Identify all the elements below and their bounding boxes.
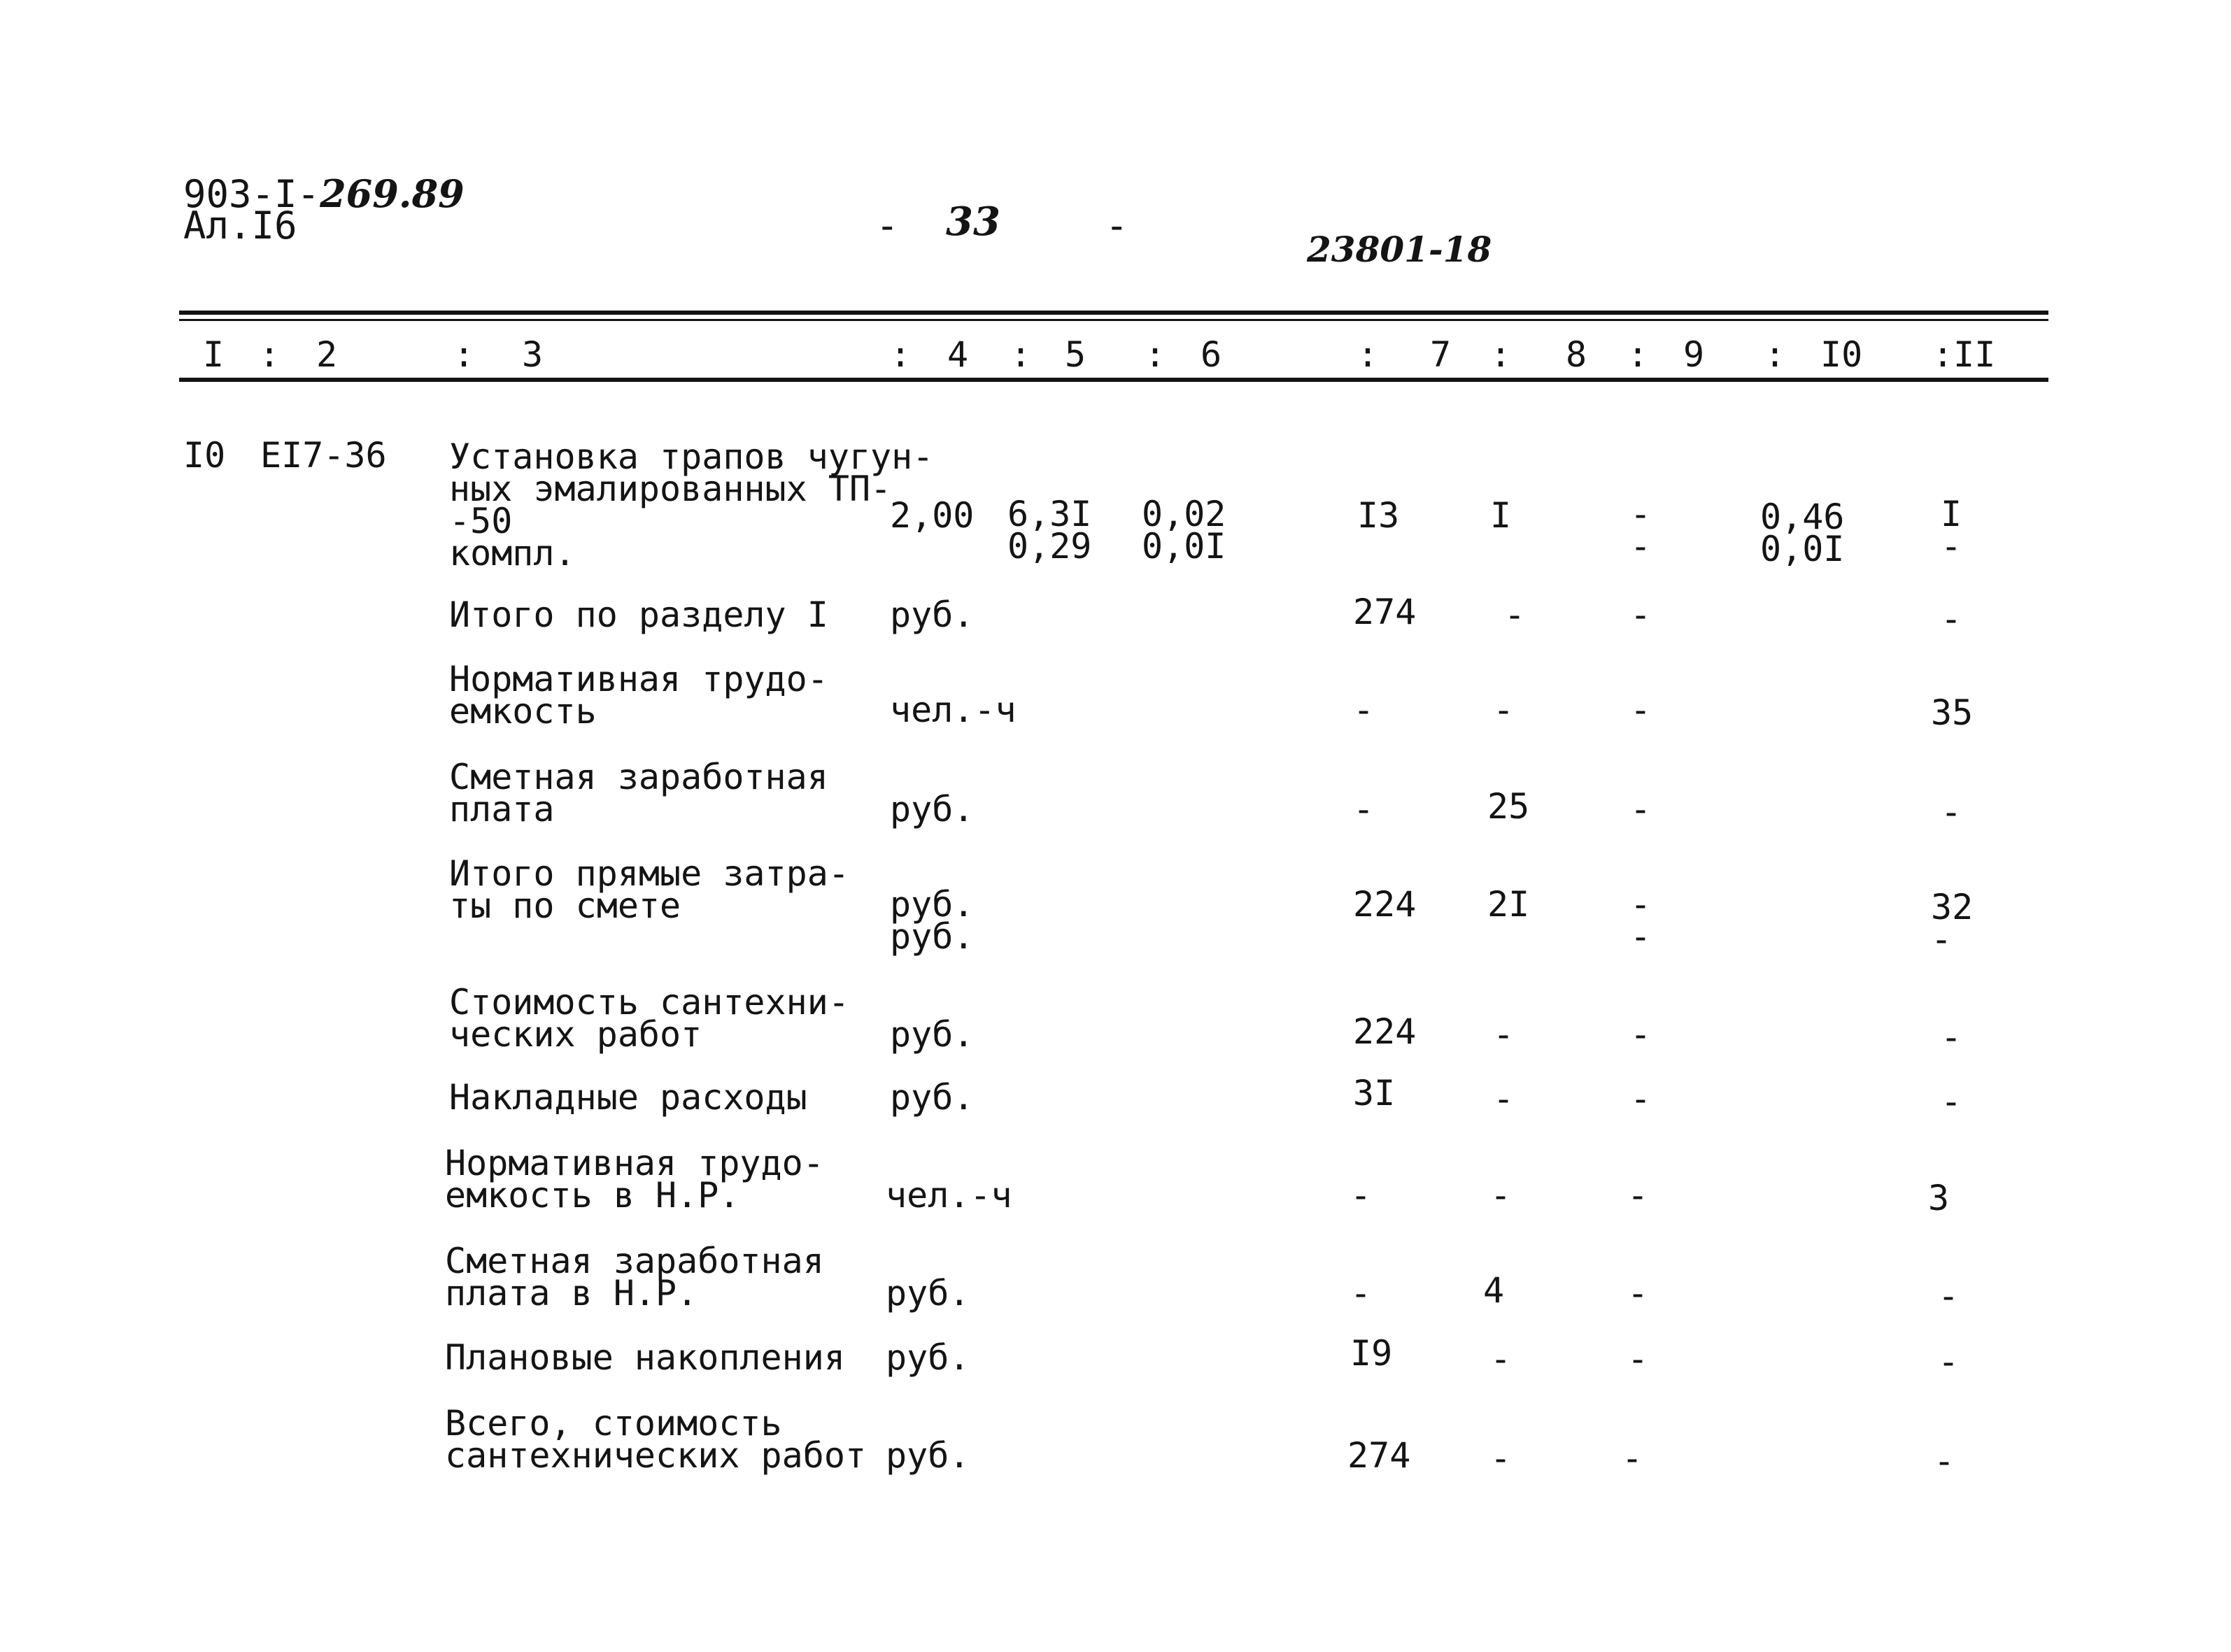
column-separator: : <box>1490 334 1512 375</box>
summary-col9: - <box>1630 594 1652 635</box>
column-header-1: I <box>203 334 225 375</box>
header-rule-bottom <box>179 378 2048 382</box>
summary-col8: 4 <box>1483 1270 1505 1311</box>
header-rule-top-thin <box>179 319 2048 321</box>
summary-col8: - <box>1504 594 1526 635</box>
summary-unit: руб. <box>890 594 975 635</box>
item-col9: - - <box>1630 494 1652 567</box>
item-col6: 0,02 0,0I <box>1142 494 1226 567</box>
page-number-dash-left: - <box>876 204 899 248</box>
document-code-printed: 903-I- <box>183 172 320 216</box>
summary-unit: руб. <box>890 789 975 829</box>
item-col11: I - <box>1941 494 1962 567</box>
column-header-6: 6 <box>1201 334 1222 375</box>
header-rule-top <box>179 311 2048 315</box>
summary-label: Итого прямые затра- ты по смете <box>449 853 849 926</box>
summary-col8: 2I <box>1487 884 1530 925</box>
summary-col11: - <box>1938 1341 1960 1382</box>
summary-col9: - <box>1622 1438 1643 1479</box>
column-header-3: 3 <box>522 334 544 375</box>
stamp-number: 23801-18 <box>1307 229 1492 270</box>
summary-col9: - <box>1630 1078 1652 1119</box>
summary-unit: руб. <box>886 1273 970 1313</box>
item-number: I0 <box>183 435 226 476</box>
summary-col9: - <box>1627 1339 1649 1379</box>
summary-col11: - <box>1941 1081 1962 1122</box>
summary-col7: 224 <box>1353 884 1417 925</box>
summary-unit: руб. <box>890 1077 975 1118</box>
page-number-dash-right: - <box>1105 204 1128 248</box>
summary-col7: - <box>1353 690 1375 730</box>
summary-label: Итого по разделу I <box>449 594 828 635</box>
summary-col7: 224 <box>1353 1011 1417 1052</box>
column-header-9: 9 <box>1683 334 1705 375</box>
summary-col11: - <box>1941 599 1962 639</box>
summary-col8: 25 <box>1487 786 1530 827</box>
page-number: 33 <box>946 199 1000 245</box>
column-header-4: 4 <box>947 334 969 375</box>
summary-label: Нормативная трудо- емкость <box>449 659 828 732</box>
column-separator: : <box>890 334 912 375</box>
summary-col9: - <box>1630 789 1652 829</box>
item-col7: I3 <box>1357 495 1400 536</box>
summary-label: Стоимость сантехни- ческих работ <box>449 982 849 1055</box>
item-col5: 6,3I 0,29 <box>1007 494 1092 567</box>
item-code: EI7-36 <box>260 435 387 476</box>
summary-col7: - <box>1350 1273 1372 1313</box>
column-header-11: :II <box>1932 334 1996 375</box>
summary-col8: - <box>1490 1175 1512 1216</box>
document-code-handwritten: 269.89 <box>320 171 465 216</box>
column-header-8: 8 <box>1566 334 1587 375</box>
column-separator: : <box>1357 334 1379 375</box>
summary-col11: - <box>1941 1017 1962 1058</box>
column-header-2: 2 <box>316 334 338 375</box>
summary-label: Сметная заработная плата в Н.Р. <box>445 1241 824 1313</box>
summary-col9: - <box>1627 1175 1649 1216</box>
summary-col8: - <box>1493 1078 1515 1119</box>
summary-col7: - <box>1353 789 1375 829</box>
summary-col11: 3 <box>1928 1178 1950 1218</box>
summary-col9: - - <box>1630 884 1652 957</box>
item-description: Установка трапов чугун- ных эмалированных ТП- -50 компл. <box>449 436 934 574</box>
column-separator: : <box>1627 334 1649 375</box>
summary-unit: руб. руб. <box>890 884 975 957</box>
album-number: Ал.I6 <box>183 204 297 248</box>
summary-col7: - <box>1350 1175 1372 1216</box>
summary-col7: 274 <box>1347 1435 1411 1476</box>
summary-col8: - <box>1490 1438 1512 1479</box>
summary-col9: - <box>1630 1014 1652 1055</box>
summary-col8: - <box>1490 1339 1512 1379</box>
column-separator: : <box>1145 334 1166 375</box>
summary-col9: - <box>1627 1273 1649 1313</box>
summary-col7: 274 <box>1353 592 1417 632</box>
summary-col8: - <box>1493 690 1515 730</box>
summary-label: Нормативная трудо- емкость в Н.Р. <box>445 1143 824 1216</box>
column-separator: : <box>453 334 475 375</box>
summary-label: Плановые накопления <box>445 1337 845 1378</box>
summary-col11: 35 <box>1931 692 1974 733</box>
summary-col11: 32 - <box>1931 887 1974 960</box>
summary-col9: - <box>1630 690 1652 730</box>
column-separator: : <box>1010 334 1032 375</box>
summary-col11: - <box>1941 792 1962 832</box>
summary-col11: - <box>1934 1441 1955 1481</box>
summary-unit: чел.-ч <box>890 690 1017 730</box>
summary-unit: руб. <box>890 1014 975 1055</box>
summary-label: Всего, стоимость сантехнических работ <box>445 1403 867 1476</box>
summary-label: Накладные расходы <box>449 1077 807 1118</box>
item-quantity: 2,00 <box>890 495 975 536</box>
summary-unit: чел.-ч <box>886 1175 1012 1216</box>
item-col10: 0,46 0,0I <box>1760 497 1845 569</box>
column-header-5: 5 <box>1065 334 1086 375</box>
column-header-7: 7 <box>1430 334 1452 375</box>
summary-col7: 3I <box>1353 1073 1396 1113</box>
summary-col11: - <box>1938 1276 1960 1316</box>
column-separator: : <box>1764 334 1786 375</box>
summary-col7: I9 <box>1350 1333 1393 1374</box>
summary-unit: руб. <box>886 1435 970 1476</box>
summary-unit: руб. <box>886 1337 970 1378</box>
column-separator: : <box>259 334 281 375</box>
summary-col8: - <box>1493 1014 1515 1055</box>
item-col8: I <box>1490 495 1512 536</box>
column-header-10: I0 <box>1820 334 1863 375</box>
summary-label: Сметная заработная плата <box>449 757 828 829</box>
